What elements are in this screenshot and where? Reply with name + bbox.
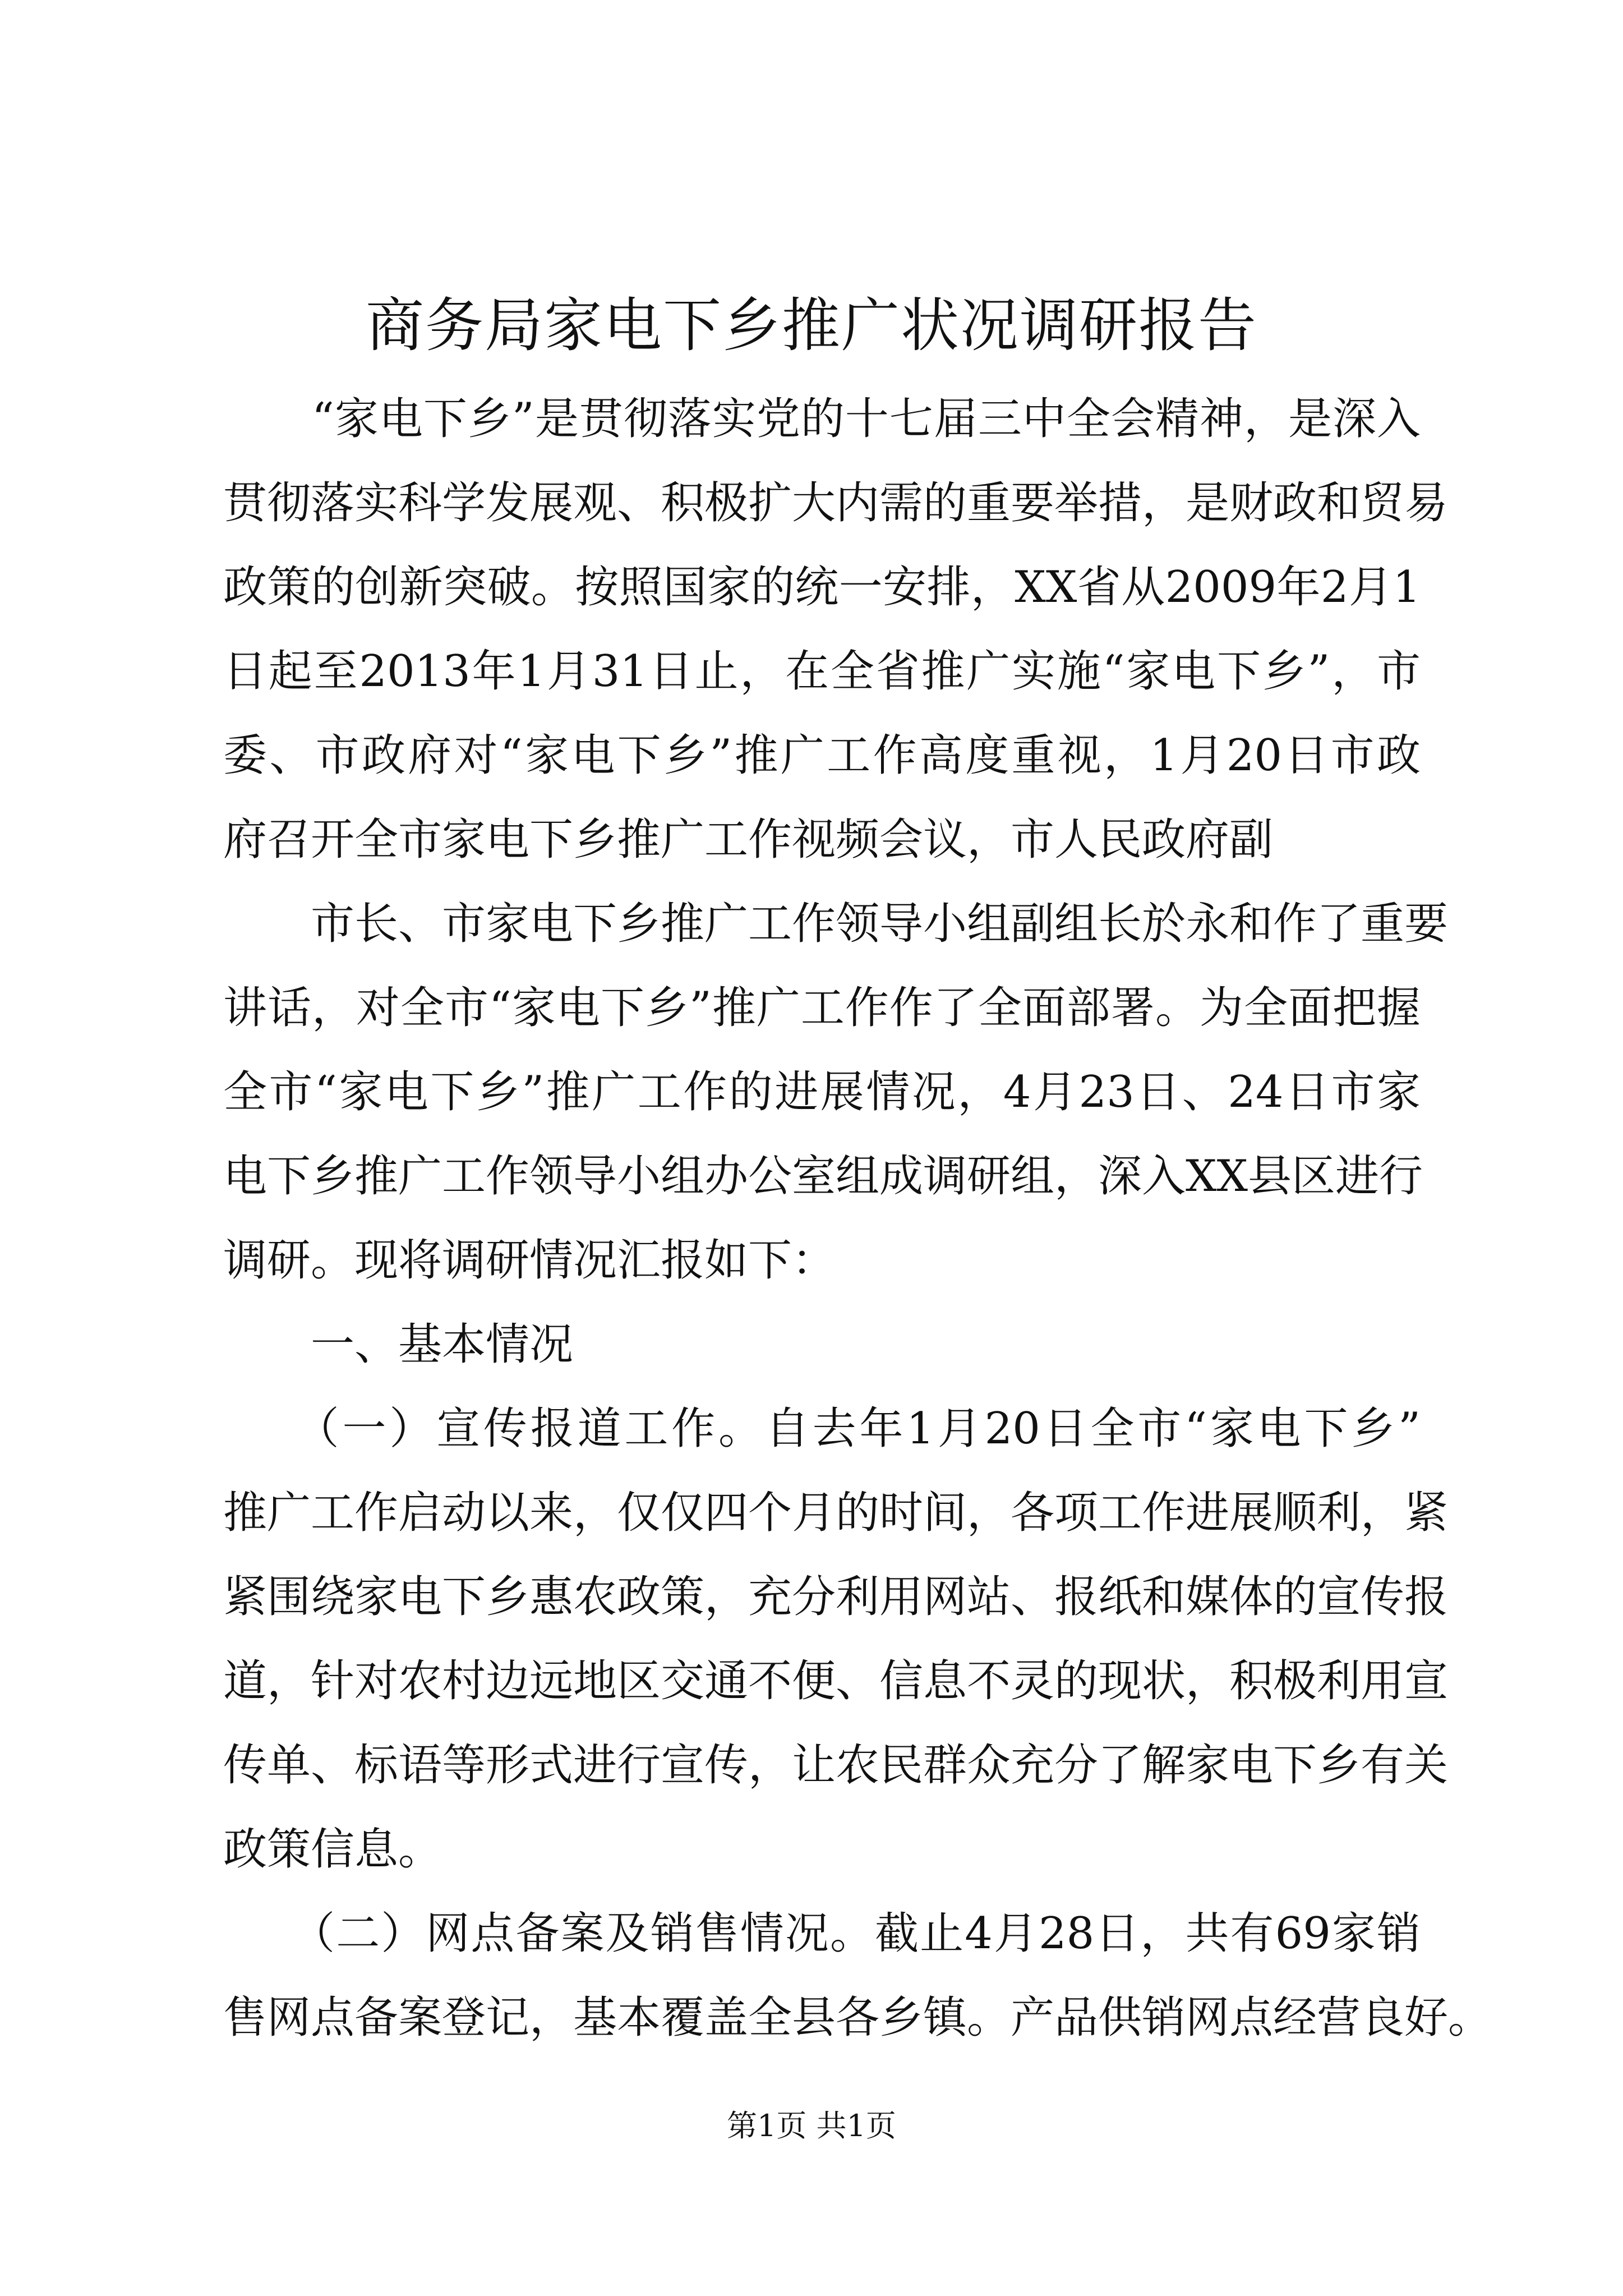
- paragraph-line: （一）宣传报道工作。自去年1月20日全市“家电下乡”: [223, 1404, 1421, 1454]
- paragraph-line: 售网点备案登记，基本覆盖全县各乡镇。产品供销网点经营良好。: [223, 1993, 1492, 2043]
- section-heading: 一、基本情况: [223, 1319, 574, 1370]
- paragraph-line: （二）网点备案及销售情况。截止4月28日，共有69家销: [223, 1908, 1421, 1959]
- paragraph-line: 市长、市家电下乡推广工作领导小组副组长於永和作了重要: [223, 899, 1449, 949]
- paragraph-line: 日起至2013年1月31日止，在全省推广实施“家电下乡”，市: [223, 646, 1421, 697]
- paragraph-line: 推广工作启动以来，仅仅四个月的时间，各项工作进展顺利，紧: [223, 1488, 1449, 1538]
- paragraph-line: 传单、标语等形式进行宣传，让农民群众充分了解家电下乡有关: [223, 1740, 1449, 1791]
- paragraph-line: 紧围绕家电下乡惠农政策，充分利用网站、报纸和媒体的宣传报: [223, 1572, 1449, 1622]
- document-body: [223, 377, 1492, 2060]
- paragraph-line: 讲话，对全市“家电下乡”推广工作作了全面部署。为全面把握: [223, 983, 1421, 1033]
- paragraph-line: 政策信息。: [223, 1824, 442, 1875]
- paragraph-line: “家电下乡”是贯彻落实党的十七届三中全会精神，是深入: [223, 394, 1421, 444]
- paragraph-line: 道，针对农村边远地区交通不便、信息不灵的现状，积极利用宣: [223, 1656, 1449, 1706]
- paragraph-line: 调研。现将调研情况汇报如下：: [223, 1235, 836, 1286]
- page-footer: 第1页 共1页: [727, 2108, 896, 2143]
- paragraph-line: 全市“家电下乡”推广工作的进展情况，4月23日、24日市家: [223, 1067, 1421, 1117]
- paragraph-line: 政策的创新突破。按照国家的统一安排，XX省从2009年2月1: [223, 562, 1421, 613]
- paragraph-line: 电下乡推广工作领导小组办公室组成调研组，深入XX县区进行: [223, 1151, 1423, 1202]
- paragraph-line: 府召开全市家电下乡推广工作视频会议，市人民政府副: [223, 815, 1274, 865]
- document-title: 商务局家电下乡推广状况调研报告: [365, 291, 1257, 360]
- paragraph-line: 贯彻落实科学发展观、积极扩大内需的重要举措，是财政和贸易: [223, 478, 1449, 528]
- paragraph-line: 委、市政府对“家电下乡”推广工作高度重视，1月20日市政: [223, 730, 1421, 781]
